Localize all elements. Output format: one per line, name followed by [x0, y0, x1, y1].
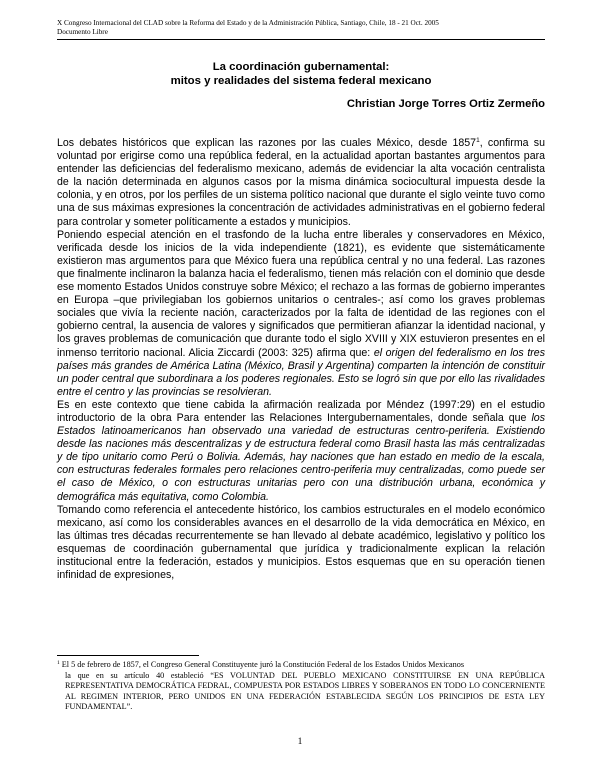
footnote: [57, 660, 545, 713]
author-name: Christian Jorge Torres Ortiz Zermeño: [346, 98, 545, 110]
paragraph-3-text: Es en este contexto que tiene cabida la afirmación realizada por Méndez (1997:29) en el estudio introductorio de la obra Para entender las Relaciones Intergubernamentales, donde señala que: [57, 398, 545, 424]
paragraph-4: Tomando como referencia el antecedente histórico, los cambios estructurales en el modelo económico mexicano, así como los considerables avances en el desarrollo de la vida democrática en México, en las últimas tres décadas recurrentemente se han llevado al debate académico, legislativo y político los esquemas de coordinación gubernamental que jurídica y tradicionalmente explican la relación institucional entre la federación, estados y municipios. Estos esquemas que en su operación tienen infinidad de expresiones,: [57, 503, 545, 582]
paragraph-2-quote: el origen del federalismo en los tres países más grandes de América Latina (México, Brasil y Argentina) comparten la intención de constituir un poder central que subordinara a los poderes regionales. Esto se logró sin que por ello las rivalidades entre el centro y las provincias se resolvieran.: [57, 346, 545, 398]
page-number: 1: [297, 737, 303, 747]
paragraph-1-start: Los debates históricos que explican las razones por las cuales México, desde 1857: [57, 137, 477, 149]
footnote-reference[interactable]: 1: [476, 137, 480, 144]
paper-title: [57, 60, 545, 88]
body-text: [57, 137, 545, 582]
paragraph-2: [57, 229, 545, 399]
title-line-1: La coordinación gubernamental:: [212, 61, 390, 73]
running-header: [57, 19, 545, 37]
header-document-type: Documento Libre: [57, 28, 108, 36]
paragraph-3: [57, 399, 545, 504]
footnote-number: 1: [57, 660, 60, 666]
paragraph-3-quote: los Estados latinoamericanos han observado una variedad de estructuras centro-periferia. Existiendo desde las naciones más descentralizas y de estructura federal como Brasil hasta las más centralizadas y de tipo unitario como Perú o Bolivia. Además, hay naciones que han estado en medio de la escala, con estructuras federales formales pero relaciones centro-periferia muy centralizadas, como puede ser el caso de México, o con estructuras unitarias pero con una distribución urbana, económica y demográfica más equitativa, como Colombia.: [57, 411, 545, 503]
paragraph-2-text: Poniendo especial atención en el trasfondo de la lucha entre liberales y conservadores en México, verificada desde los inicios de la vida independiente (1821), es evidente que sistemáticamente existieron mas argumentos para que México fuera una república central y no una federal. Las razones que finalmente inclinaron la balanza hacia el federalismo, tienen más relación con el dominio que desde ese momento Estados Unidos construye sobre México; el rechazo a las formas de gobierno imperantes en Europa –que privilegiaban los gobiernos unitarios o centrales-; así como los graves problemas sociales que vivía la reciente nación, caracterizados por la falta de identidad de las regiones con el gobierno central, la ausencia de valores y significados que permitieran afianzar la identidad nacional, y los graves problemas de comunicación que durante todo el siglo XVIII y XIX estuvieron presentes en el inmenso territorio nacional. Alicia Ziccardi (2003: 325) afirma que:: [57, 228, 545, 359]
footnote-text-continued: la que en su artículo 40 estableció “ES VOLUNTAD DEL PUEBLO MEXICANO CONSTITUIRSE EN UNA REPÚBLICA REPRESENTATIVA DEMOCRÁTICA FEDRAL, COMPUESTA POR ESTADOS LIBRES Y SOBERANOS EN TODO LO CONCERNIENTE AL REGIMEN INTERIOR, PERO UNIDOS EN UNA FEDERACIÓN ESTABLECIDA SEGÚN LOS PRINCIPIOS DE ESTA LEY FUNDAMENTAL”.: [65, 670, 545, 712]
footnote-divider: [57, 655, 199, 656]
header-conference-line: X Congreso Internacional del CLAD sobre la Reforma del Estado y de la Administración Pública, Santiago, Chile, 18 - 21 Oct. 2005: [57, 19, 439, 27]
header-divider: [57, 39, 545, 40]
paragraph-1-end: , confirma su voluntad por erigirse como una república federal, en la actualidad aportan bastantes argumentos para entender las deficiencias del federalismo mexicano, además de evidenciar la alta vocación centralista de la nación determinada en algunos casos por la misma dinámica sociocultural impuesta desde la colonia, y en otros, por los perfiles de un sistema político nacional que durante el siglo veinte tuvo como una de sus máximas expresiones la concentración de actividades administrativas en el gobierno federal para controlar y someter políticamente a estados y municipios.: [57, 137, 545, 228]
title-line-2: mitos y realidades del sistema federal mexicano: [170, 75, 432, 87]
paragraph-1: [57, 137, 545, 229]
footnote-text-first-line: El 5 de febrero de 1857, el Congreso General Constituyente juró la Constitución Federal de los Estados Unidos Mexicanos: [59, 660, 465, 669]
